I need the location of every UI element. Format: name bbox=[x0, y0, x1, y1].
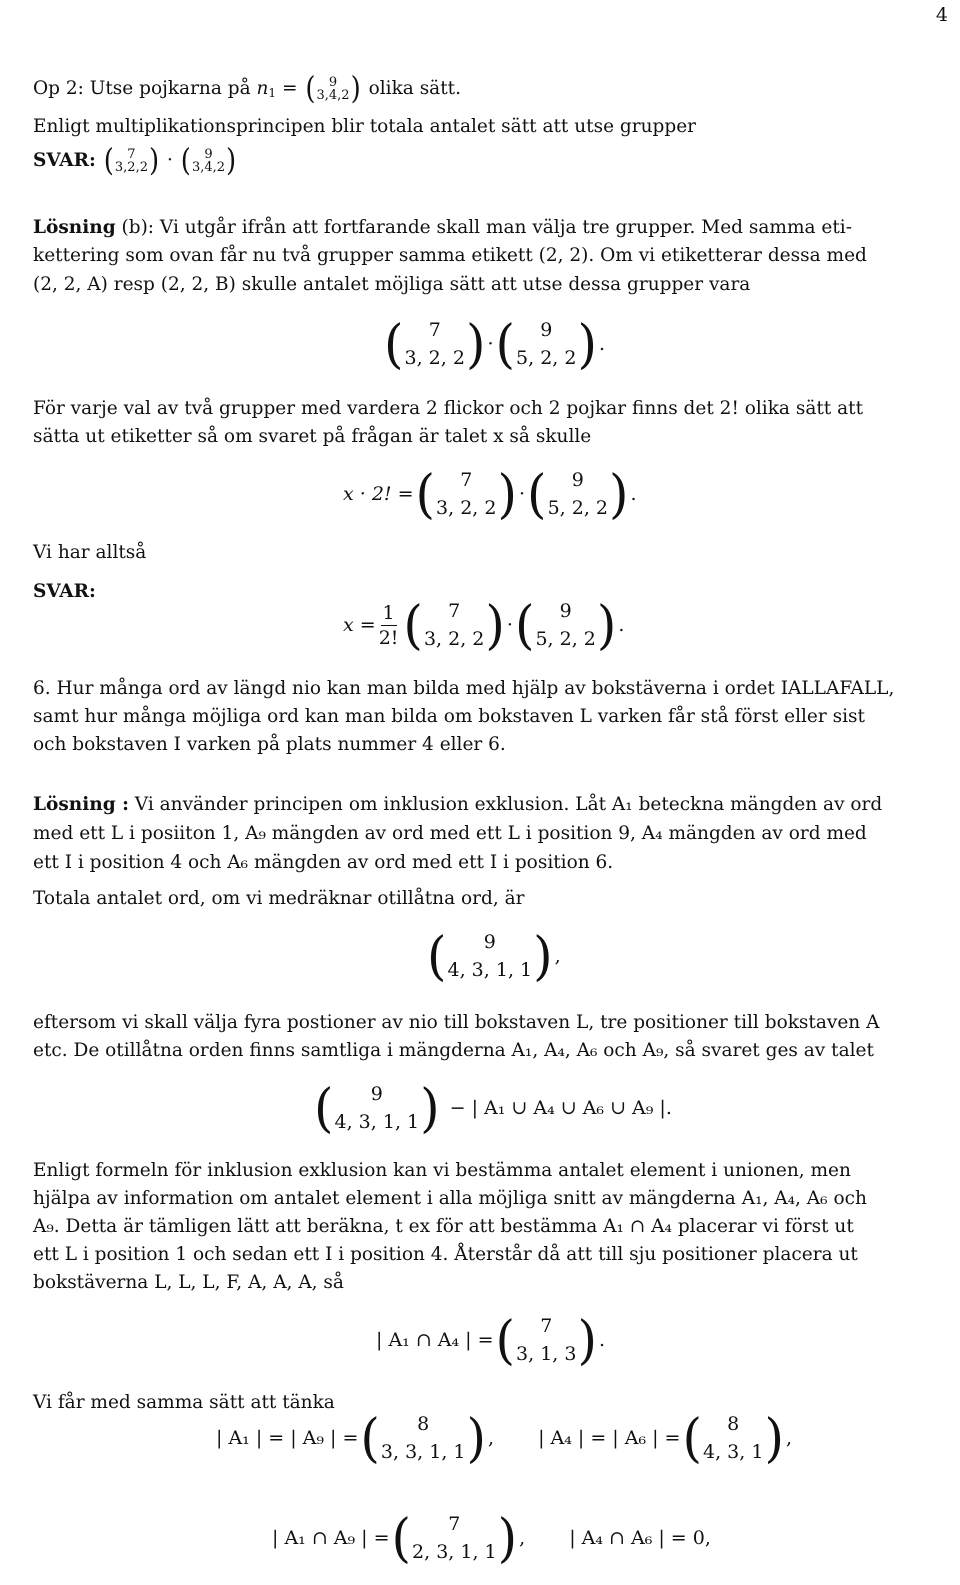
op2-line: Op 2: Utse pojkarna på $n_1$ = ( 9 3,4,2 ) olika sätt. bbox=[33, 71, 461, 107]
enligt-line-4: ett L i position 1 och sedan ett I i position 4. Återstår då att till sju positioner placera ut bbox=[33, 1244, 858, 1265]
equation-6: | A₁ ∩ A₄ | = ( 7 3, 1, 3 ) . bbox=[376, 1309, 606, 1371]
equation-7: | A₁ | = | A₉ | = ( 8 3, 3, 1, 1 ) , | A₄ | = | A₆ | = ( 8 4, 3, 1 ) , bbox=[216, 1407, 792, 1469]
for-varje-line-2: sätta ut etiketter så om svaret på frågan är talet x så skulle bbox=[33, 426, 592, 447]
multiplication-principle-line: Enligt multiplikationsprincipen blir totala antalet sätt att utse grupper bbox=[33, 116, 696, 137]
eftersom-line-1: eftersom vi skall välja fyra postioner av nio till bokstaven L, tre positioner till bokstaven A bbox=[33, 1012, 880, 1033]
svar-line: SVAR: ( 7 3,2,2 ) · ( 9 3,4,2 ) bbox=[33, 143, 237, 179]
equation-1: ( 7 3, 2, 2 ) · ( 9 5, 2, 2 ) . bbox=[384, 313, 606, 375]
equation-8: | A₁ ∩ A₉ | = ( 7 2, 3, 1, 1 ) , | A₄ ∩ A₆ | = 0, bbox=[272, 1507, 711, 1569]
for-varje-line-1: För varje val av två grupper med vardera 2 flickor och 2 pojkar finns det 2! olika sätt att bbox=[33, 398, 864, 419]
svar-label-2: SVAR: bbox=[33, 581, 96, 602]
question-6-line-3: och bokstaven I varken på plats nummer 4 eller 6. bbox=[33, 734, 506, 755]
losning-b-line-2: kettering som ovan får nu två grupper samma etikett (2, 2). Om vi etiketterar dessa med bbox=[33, 245, 867, 266]
page-number: 4 bbox=[935, 4, 948, 26]
losning-6-line-1: Lösning : Vi använder principen om inklusion exklusion. Låt A₁ beteckna mängden av ord bbox=[33, 794, 883, 815]
enligt-line-5: bokstäverna L, L, L, F, A, A, A, så bbox=[33, 1272, 344, 1293]
enligt-line-1: Enligt formeln för inklusion exklusion kan vi bestämma antalet element i unionen, men bbox=[33, 1160, 851, 1181]
question-6-line-2: samt hur många möjliga ord kan man bilda om bokstaven L varken får stå först eller sist bbox=[33, 706, 865, 727]
losning-6-line-3: ett I i position 4 och A₆ mängden av ord med ett I i position 6. bbox=[33, 852, 614, 873]
enligt-line-3: A₉. Detta är tämligen lätt att beräkna, t ex för att bestämma A₁ ∩ A₄ placerar vi först ut bbox=[33, 1216, 854, 1237]
losning-b-line-1: Lösning (b): Vi utgår ifrån att fortfarande skall man välja tre grupper. Med samma eti- bbox=[33, 217, 852, 238]
losning-6-line-2: med ett L i posiiton 1, A₉ mängden av ord med ett L i position 9, A₄ mängden av ord med bbox=[33, 823, 867, 844]
binomial: ( 9 3,4,2 ) bbox=[180, 143, 237, 179]
vi-far-line: Vi får med samma sätt att tänka bbox=[33, 1392, 335, 1413]
losning-b-line-3: (2, 2, A) resp (2, 2, B) skulle antalet möjliga sätt att utse dessa grupper vara bbox=[33, 274, 751, 295]
enligt-line-2: hjälpa av information om antalet element i alla möjliga snitt av mängderna A₁, A₄, A₆ och bbox=[33, 1188, 867, 1209]
binomial: ( 7 3,2,2 ) bbox=[103, 143, 160, 179]
equation-4: ( 9 4, 3, 1, 1 ) , bbox=[427, 925, 561, 987]
equation-5: ( 9 4, 3, 1, 1 ) − | A₁ ∪ A₄ ∪ A₆ ∪ A₉ |. bbox=[314, 1077, 672, 1139]
equation-2: x · 2! = ( 7 3, 2, 2 ) · ( 9 5, 2, 2 ) . bbox=[343, 463, 637, 525]
binomial: ( 9 3,4,2 ) bbox=[305, 71, 361, 107]
equation-3: x = $\frac{1}{2!}$ ( 7 3, 2, 2 ) · ( 9 5, 2, 2 ) . bbox=[343, 594, 625, 656]
totala-line: Totala antalet ord, om vi medräknar otillåtna ord, är bbox=[33, 888, 525, 909]
vi-har-alltsa: Vi har alltså bbox=[33, 542, 147, 563]
eftersom-line-2: etc. De otillåtna orden finns samtliga i mängderna A₁, A₄, A₆ och A₉, så svaret ges av talet bbox=[33, 1040, 874, 1061]
question-6-line-1: 6. Hur många ord av längd nio kan man bilda med hjälp av bokstäverna i ordet IALLAFALL, bbox=[33, 678, 895, 699]
